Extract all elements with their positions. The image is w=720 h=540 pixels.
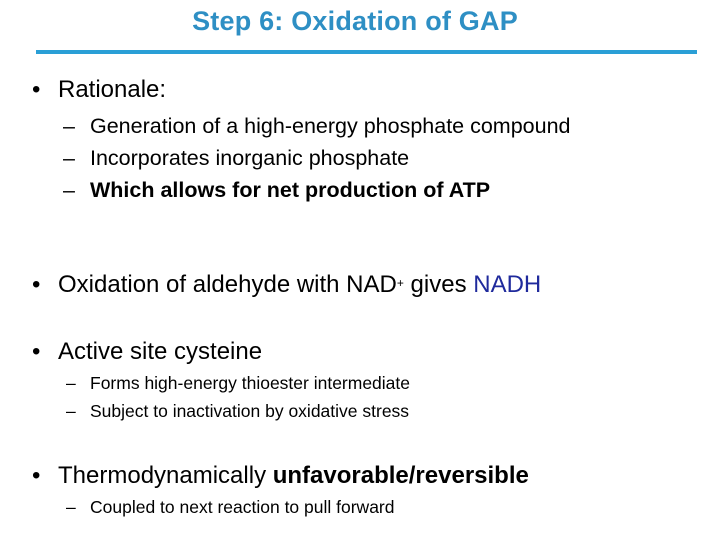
bullet-active-site	[32, 338, 262, 366]
sub-bullet	[66, 369, 411, 397]
dash-icon: –	[66, 497, 76, 517]
nad-superscript: +	[396, 276, 404, 290]
oxidation-prefix: Oxidation of aldehyde with NAD	[58, 271, 397, 298]
sub-bullet-text: Coupled to next reaction to pull forward	[90, 497, 395, 517]
bullet-rationale	[32, 76, 166, 104]
bullet-active-site-label: Active site cysteine	[58, 338, 263, 365]
bullet-thermo	[32, 462, 529, 490]
bullet-dot-icon: •	[32, 462, 41, 489]
oxidation-middle: gives	[403, 271, 474, 298]
sub-bullet	[66, 493, 395, 521]
thermo-bold: unfavorable/reversible	[272, 462, 529, 489]
bullet-rationale-label: Rationale:	[58, 76, 167, 103]
sub-bullet	[63, 142, 410, 174]
dash-icon: –	[63, 114, 75, 138]
sub-bullet-text: Incorporates inorganic phosphate	[90, 146, 410, 170]
dash-icon: –	[63, 146, 75, 170]
bullet-dot-icon: •	[32, 76, 41, 103]
bullet-oxidation	[32, 271, 541, 299]
slide-title: Step 6: Oxidation of GAP	[192, 6, 518, 36]
sub-bullet-text: Subject to inactivation by oxidative stress	[90, 401, 410, 421]
sub-bullet-text: Generation of a high-energy phosphate compound	[90, 114, 571, 138]
thermo-prefix: Thermodynamically	[58, 462, 273, 489]
bullet-dot-icon: •	[32, 338, 41, 365]
sub-bullet-text: Which allows for net production of ATP	[90, 178, 491, 202]
nadh-highlight: NADH	[473, 271, 542, 298]
dash-icon: –	[63, 178, 75, 202]
sub-bullet	[66, 397, 410, 425]
sub-bullet	[63, 174, 491, 206]
bullet-dot-icon: •	[32, 271, 41, 298]
sub-bullet	[63, 110, 571, 142]
title-underline	[36, 50, 697, 54]
dash-icon: –	[66, 373, 76, 393]
dash-icon: –	[66, 401, 76, 421]
sub-bullet-text: Forms high-energy thioester intermediate	[90, 373, 411, 393]
